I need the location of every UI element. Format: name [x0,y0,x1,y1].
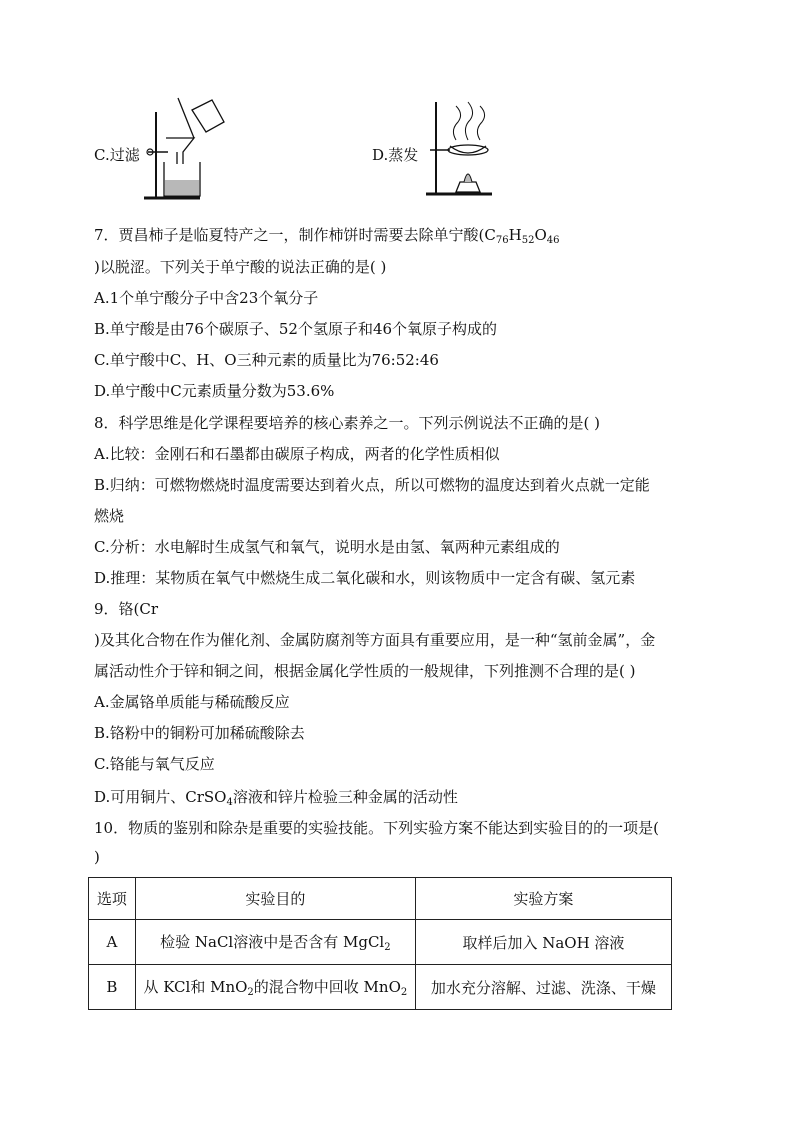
q9-option-d-text: D.可用铜片、CrSO [94,788,227,806]
purpose-text: 检验 NaCl溶液中是否含有 MgCl [160,933,385,951]
table-row [89,965,672,1010]
q7-option-b: B.单宁酸是由76个碳原子、52个氢原子和46个氧原子构成的 [94,320,498,338]
filtration-apparatus-figure [138,94,230,206]
q9-stem-line1: 9．铬(Cr [94,600,159,618]
q9-stem-line3: 属活动性介于锌和铜之间，根据金属化学性质的一般规律，下列推测不合理的是( ) [94,662,636,680]
row-b-purpose [135,965,415,1010]
purpose-text: 的混合物中回收 MnO [253,978,401,996]
subscript: 76 [495,235,509,246]
q9-option-b: B.铬粉中的铜粉可加稀硫酸除去 [94,724,305,742]
subscript: 2 [384,942,391,953]
q7-stem-line2: )以脱涩。下列关于单宁酸的说法正确的是( ) [94,258,387,276]
q8-option-a: A.比较：金刚石和石墨都由碳原子构成，两者的化学性质相似 [94,445,500,463]
header-option: 选项 [89,878,136,920]
q9-option-d-text: 溶液和锌片检验三种金属的活动性 [232,788,458,806]
q8-stem: 8．科学思维是化学课程要培养的核心素养之一。下列示例说法不正确的是( ) [94,414,601,432]
q8-option-b-line2: 燃烧 [94,507,125,525]
q9-stem-line2: )及其化合物在作为催化剂、金属防腐剂等方面具有重要应用，是一种“氢前金属”，金 [94,631,656,649]
subscript: 4 [226,797,233,808]
purpose-text: 从 KCl和 MnO [143,978,248,996]
row-a-purpose [135,920,415,965]
q7-stem-line1 [94,224,560,246]
q10-stem-line1: 10．物质的鉴别和除杂是重要的实验技能。下列实验方案不能达到实验目的的一项是( [94,819,659,837]
subscript: 2 [400,987,408,998]
q10-stem-line2: ) [94,848,100,866]
experiment-table [88,877,672,1010]
q9-option-d [94,786,458,808]
table-row [89,920,672,965]
formula-part: O [534,226,547,244]
q8-option-d: D.推理：某物质在氧气中燃烧生成二氧化碳和水，则该物质中一定含有碳、氢元素 [94,569,636,587]
table-header-row [89,878,672,920]
row-a-option: A [89,920,136,965]
q9-option-a: A.金属铬单质能与稀硫酸反应 [94,693,290,711]
subscript: 52 [521,235,535,246]
formula-part: H [508,226,522,244]
q7-option-a: A.1个单宁酸分子中含23个氧分子 [94,289,319,307]
q9-option-c: C.铬能与氧气反应 [94,755,215,773]
option-d-label: D.蒸发 [372,146,419,164]
row-b-plan: 加水充分溶解、过滤、洗涤、干燥 [415,965,671,1010]
q7-option-c: C.单宁酸中C、H、O三种元素的质量比为76:52:46 [94,351,439,369]
q8-option-c: C.分析：水电解时生成氢气和氧气，说明水是由氢、氧两种元素组成的 [94,538,560,556]
subscript: 46 [546,235,560,246]
header-purpose: 实验目的 [135,878,415,920]
row-b-option: B [89,965,136,1010]
q7-option-d: D.单宁酸中C元素质量分数为53.6% [94,382,335,400]
q7-stem-text: 7．贾昌柿子是临夏特产之一，制作柿饼时需要去除单宁酸(C [94,226,496,244]
q8-option-b-line1: B.归纳：可燃物燃烧时温度需要达到着火点，所以可燃物的温度达到着火点就一定能 [94,476,650,494]
evaporation-apparatus-figure [420,96,506,200]
subscript: 2 [247,987,254,998]
row-a-plan: 取样后加入 NaOH 溶液 [415,920,671,965]
header-plan: 实验方案 [415,878,671,920]
option-c-label: C.过滤 [94,146,140,164]
